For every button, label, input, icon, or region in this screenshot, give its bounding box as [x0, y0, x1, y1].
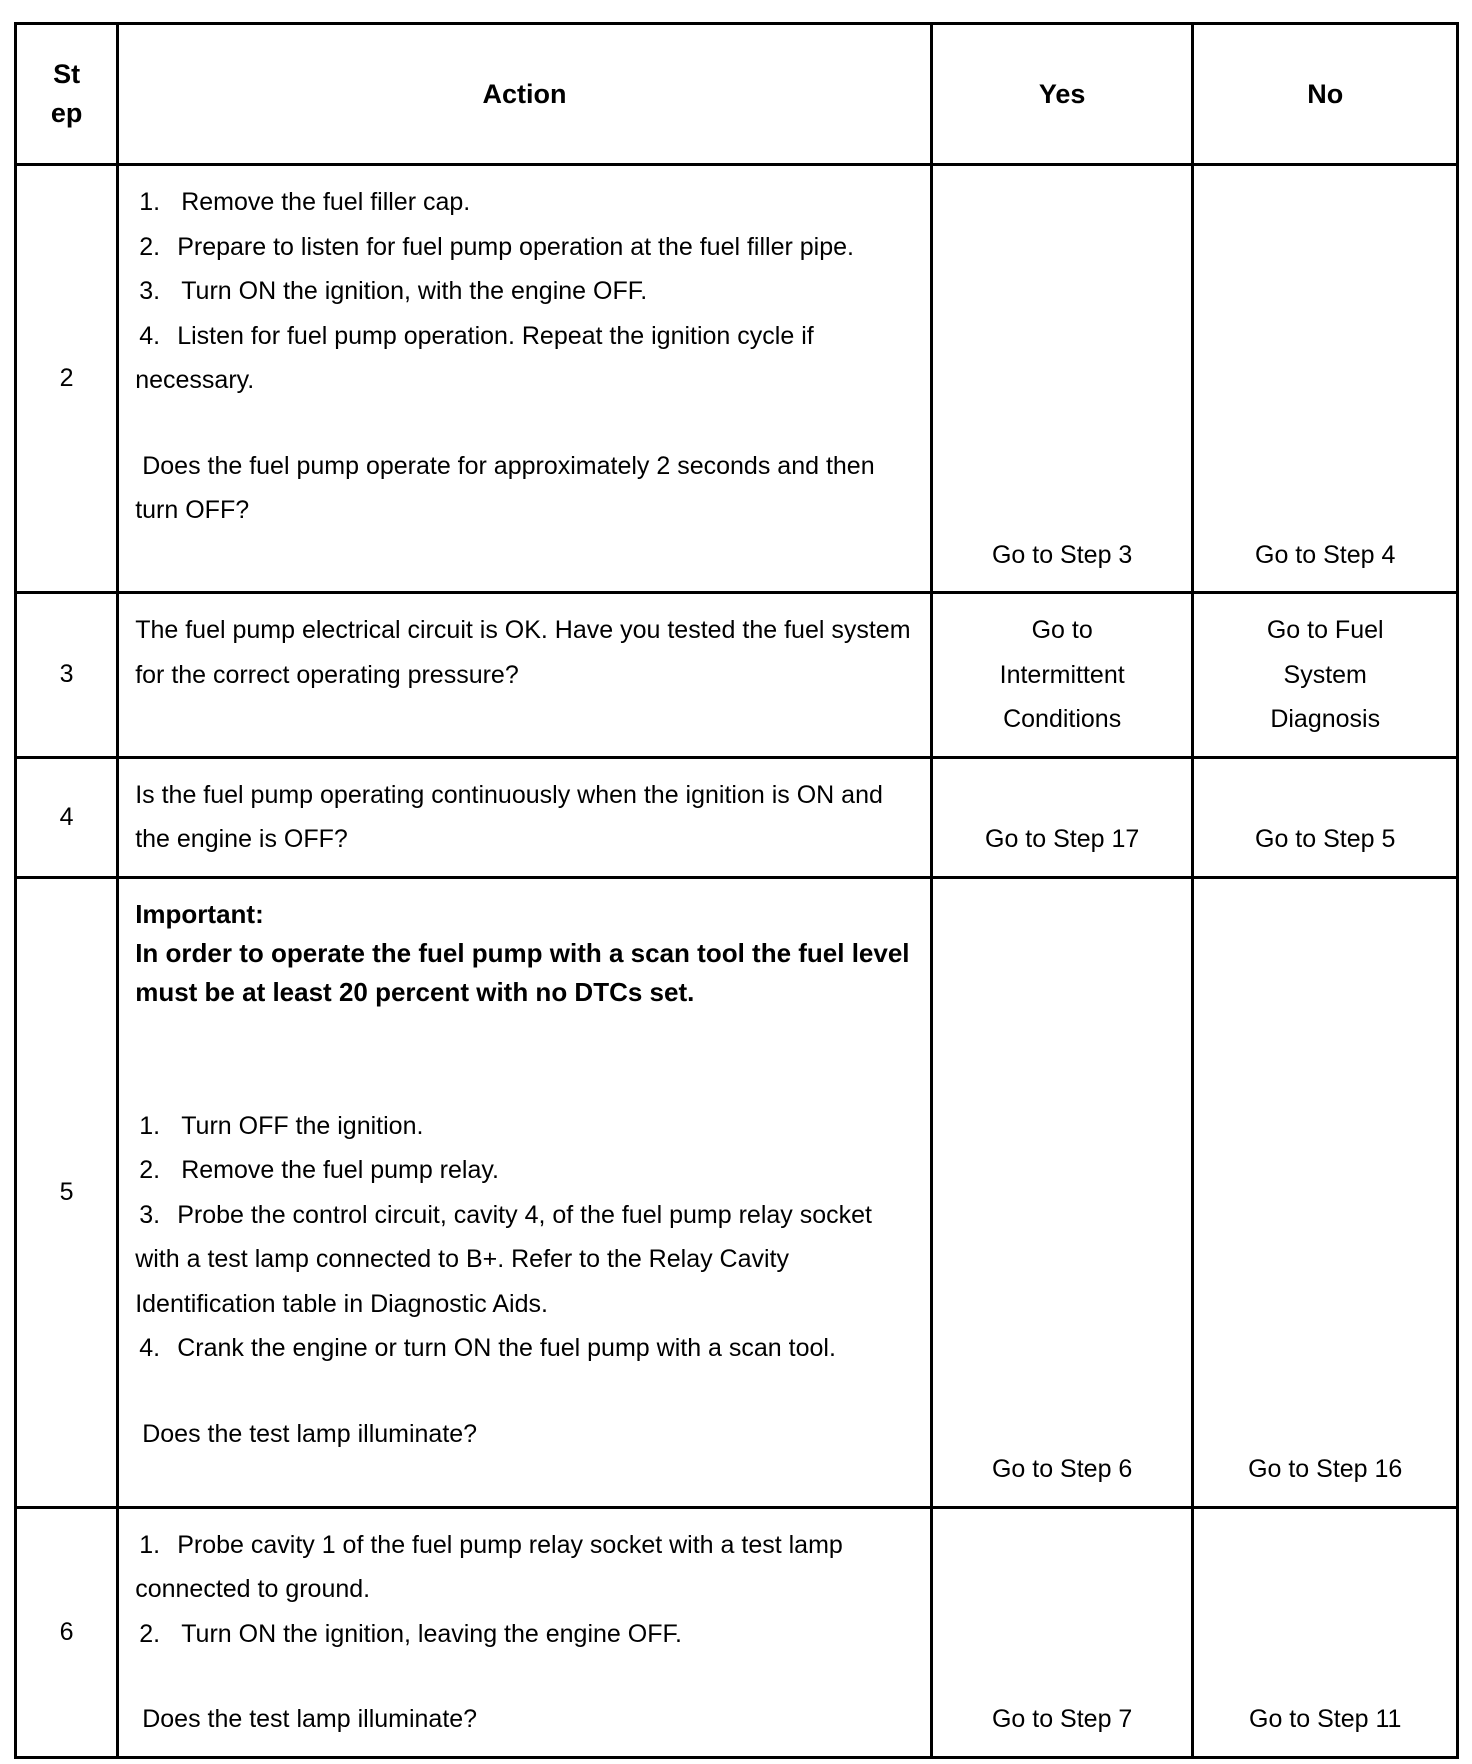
step-number: 4	[16, 757, 118, 877]
action-cell: Is the fuel pump operating continuously when the ignition is ON and the engine is OFF?	[118, 757, 932, 877]
list-item: 4. Crank the engine or turn ON the fuel pump with a scan tool.	[139, 1334, 836, 1362]
yes-link[interactable]: Go to Step 7	[931, 1507, 1193, 1757]
list-item: 1. Turn OFF the ignition.	[139, 1111, 424, 1140]
header-step: St ep	[16, 24, 118, 165]
table-row	[16, 165, 1458, 593]
step-number: 6	[16, 1507, 118, 1757]
important-text: In order to operate the fuel pump with a scan tool the fuel level must be at least 20 percent with no DTCs set.	[135, 937, 910, 1007]
no-link[interactable]: Go to Fuel System Diagnosis	[1193, 593, 1458, 758]
step-number: 2	[16, 165, 118, 593]
header-yes: Yes	[931, 24, 1193, 165]
question-text: Does the fuel pump operate for approximately 2 seconds and then turn OFF?	[135, 451, 875, 524]
yes-link[interactable]: Go to Step 6	[931, 877, 1193, 1507]
list-item: 2. Prepare to listen for fuel pump operation at the fuel filler pipe.	[139, 232, 854, 261]
yes-link[interactable]: Go to Step 3	[931, 165, 1193, 593]
header-row	[16, 24, 1458, 165]
no-link[interactable]: Go to Step 11	[1193, 1507, 1458, 1757]
important-label: Important:	[135, 898, 264, 929]
action-cell: The fuel pump electrical circuit is OK. Have you tested the fuel system for the correct operating pressure?	[118, 593, 932, 758]
step-number: 3	[16, 593, 118, 758]
table-row	[16, 593, 1458, 758]
diagnostic-table	[14, 22, 1459, 1759]
list-item: 4. Listen for fuel pump operation. Repeat the ignition cycle if necessary.	[135, 321, 814, 394]
yes-link[interactable]: Go to Intermittent Conditions	[931, 593, 1193, 758]
step-number: 5	[16, 877, 118, 1507]
header-no: No	[1193, 24, 1458, 165]
action-cell	[118, 877, 932, 1507]
list-item: 3. Turn ON the ignition, with the engine OFF.	[139, 277, 648, 305]
question-text: Does the test lamp illuminate?	[142, 1705, 478, 1733]
list-item: 3. Probe the control circuit, cavity 4, of the fuel pump relay socket with a test lamp connected to B+. Refer to the Relay Cavity Identification table in Diagnostic Aids.	[135, 1200, 872, 1318]
list-item: 2. Turn ON the ignition, leaving the engine OFF.	[139, 1619, 682, 1648]
table-row	[16, 757, 1458, 877]
table-row	[16, 1507, 1458, 1757]
no-link[interactable]: Go to Step 5	[1193, 757, 1458, 877]
header-action: Action	[118, 24, 932, 165]
question-text: Does the test lamp illuminate?	[142, 1419, 478, 1448]
action-cell	[118, 1507, 932, 1757]
table-row	[16, 877, 1458, 1507]
no-link[interactable]: Go to Step 16	[1193, 877, 1458, 1507]
action-cell	[118, 165, 932, 593]
yes-link[interactable]: Go to Step 17	[931, 757, 1193, 877]
list-item: 2. Remove the fuel pump relay.	[139, 1156, 499, 1184]
list-item: 1. Remove the fuel filler cap.	[139, 188, 471, 216]
list-item: 1. Probe cavity 1 of the fuel pump relay socket with a test lamp connected to ground.	[135, 1530, 843, 1603]
no-link[interactable]: Go to Step 4	[1193, 165, 1458, 593]
